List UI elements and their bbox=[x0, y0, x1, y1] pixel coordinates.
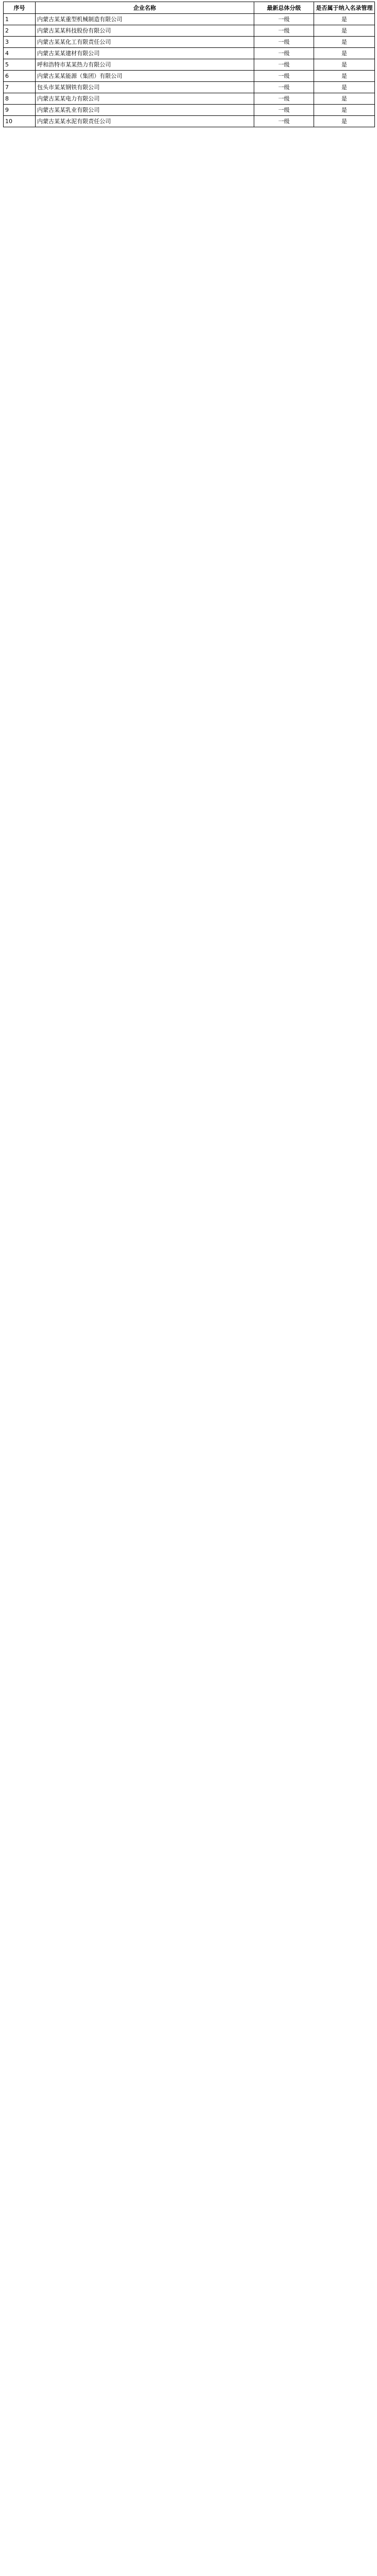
row-seq-cell: 8 bbox=[4, 93, 36, 105]
row-level-cell: 一级 bbox=[254, 105, 314, 116]
row-name-cell: 内蒙古某某乳业有限公司 bbox=[36, 105, 254, 116]
row-name-cell: 内蒙古某某电力有限公司 bbox=[36, 93, 254, 105]
header-flag: 是否属于纳入名录管理 bbox=[314, 2, 375, 14]
table-row bbox=[4, 116, 375, 127]
row-level-cell: 一级 bbox=[254, 48, 314, 59]
row-name-cell: 内蒙古某某能源（集团）有限公司 bbox=[36, 71, 254, 82]
row-level-cell: 一级 bbox=[254, 37, 314, 48]
row-seq-cell: 3 bbox=[4, 37, 36, 48]
row-name-cell: 呼和浩特市某某热力有限公司 bbox=[36, 59, 254, 71]
row-level-cell: 一级 bbox=[254, 14, 314, 25]
row-level-cell: 一级 bbox=[254, 71, 314, 82]
row-level-cell: 一级 bbox=[254, 82, 314, 93]
row-level-cell: 一级 bbox=[254, 116, 314, 127]
row-seq-cell: 10 bbox=[4, 116, 36, 127]
row-level-cell: 一级 bbox=[254, 25, 314, 37]
table-row bbox=[4, 14, 375, 25]
row-seq-cell: 5 bbox=[4, 59, 36, 71]
row-flag-cell: 是 bbox=[314, 14, 375, 25]
row-name-cell: 内蒙古某某水泥有限责任公司 bbox=[36, 116, 254, 127]
row-seq-cell: 6 bbox=[4, 71, 36, 82]
header-level: 最新总体分级 bbox=[254, 2, 314, 14]
row-flag-cell: 是 bbox=[314, 93, 375, 105]
table-row bbox=[4, 82, 375, 93]
table-row bbox=[4, 25, 375, 37]
table-row bbox=[4, 105, 375, 116]
row-seq-cell: 2 bbox=[4, 25, 36, 37]
table-row bbox=[4, 48, 375, 59]
row-name-cell: 包头市某某钢铁有限公司 bbox=[36, 82, 254, 93]
table-row bbox=[4, 59, 375, 71]
row-level-cell: 一级 bbox=[254, 59, 314, 71]
row-name-cell: 内蒙古某某重型机械制造有限公司 bbox=[36, 14, 254, 25]
row-seq-cell: 4 bbox=[4, 48, 36, 59]
row-flag-cell: 是 bbox=[314, 59, 375, 71]
row-flag-cell: 是 bbox=[314, 116, 375, 127]
row-name-cell: 内蒙古某某科技股份有限公司 bbox=[36, 25, 254, 37]
row-seq-cell: 9 bbox=[4, 105, 36, 116]
row-seq-cell: 1 bbox=[4, 14, 36, 25]
row-seq-cell: 7 bbox=[4, 82, 36, 93]
row-flag-cell: 是 bbox=[314, 48, 375, 59]
row-flag-cell: 是 bbox=[314, 105, 375, 116]
row-level-cell: 一级 bbox=[254, 93, 314, 105]
enterprise-table bbox=[3, 2, 375, 127]
row-name-cell: 内蒙古某某建材有限公司 bbox=[36, 48, 254, 59]
table-header-row bbox=[4, 2, 375, 14]
header-seq: 序号 bbox=[4, 2, 36, 14]
header-name: 企业名称 bbox=[36, 2, 254, 14]
table-row bbox=[4, 93, 375, 105]
row-flag-cell: 是 bbox=[314, 82, 375, 93]
table-row bbox=[4, 37, 375, 48]
row-flag-cell: 是 bbox=[314, 71, 375, 82]
row-flag-cell: 是 bbox=[314, 25, 375, 37]
table-body bbox=[4, 14, 375, 127]
row-name-cell: 内蒙古某某化工有限责任公司 bbox=[36, 37, 254, 48]
table-row bbox=[4, 71, 375, 82]
row-flag-cell: 是 bbox=[314, 37, 375, 48]
